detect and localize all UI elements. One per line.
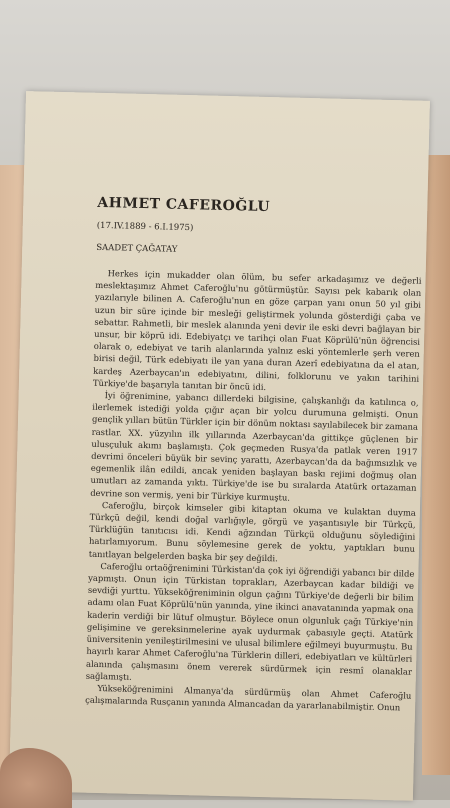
document-page — [9, 91, 430, 801]
paragraph: Caferoğlu ortaöğrenimini Türkistan'da çok iyi öğrendiği yabancı bir dilde yapmıştı. Onun için Türkistan toprakları, Azerbaycan kadar bildiği ve sevdiği yurttu. Yükseköğreniminin olgun çağını Türkiye'de değerli bir bilim adamı olan Fuat Köprülü'nün yanında, yine ikinci anavatanında yapmak ona kaderin verdiği bir lütuf olmuştur. Böylece onun olgunluk çağı Türkiye'nin gelişimine ve gereksinmelerine ayak uydurmak çabasıyle geçti. Atatürk üniversitenin yenileştirilmesini ve ulusal bilimlere eğilmeyi buyurmuştu. Bu hayırlı karar Ahmet Caferoğlu'na Türklerin dilleri, edebiyatları ve kültürleri alanında çalışmasını önem vererek sürdürmek için resmî olanaklar sağlamıştı. — [85, 560, 415, 682]
paragraph: Herkes için mukadder olan ölüm, bu sefer arkadaşımız ve değerli meslektaşımız Ahmet Caferoğlu'nu götürmüştür. Sayısı pek kabarık olan yazılarıyle bilinen A. Caferoğlu'nun en göze çarpan yanı onun 50 yıl gibi uzun bir süre içinde bir mesleği geliştirmek yolunda gösterdiği çaba ve sebattır. Rahmetli, bir meslek alanında yeni devir ile eski devri bağlayan bir unsur, bir köprü idi. Edebiyatçı ve tarihçi olan Fuat Köprülü'nün öğrencisi olarak o, edebiyat ve tarih alanlarında yalnız eski yöntemlerle şerh veren birisi değil, Türk edebiyatı ile yan yana duran Azerî edebiyatına da el atan, kardeş Azerbaycan'ın edebiyatını, dilini, folklorunu ve yakın tarihini Türkiye'de başarıyla tanıtan bir öncü idi. — [92, 268, 422, 392]
page-content — [85, 195, 423, 714]
article-title: AHMET CAFEROĞLU — [97, 194, 271, 216]
paragraph: İyi öğrenimine, yabancı dillerdeki bilgisine, çalışkanlığı da katılınca o, ilerlemek istediği yolda çığır açan bir yolcu durumuna gelmişti. Onun gençlik yılları bütün Türkler için bir dönüm noktası sayılabilecek bir zamana rastlar. XX. yüzyılın ilk yıllarında Azerbaycan'da gittikçe güçlenen bir ulusçuluk akımı başlamıştı. Çok geçmeden Rusya'da patlak veren 1917 devrimi önceleri büyük bir sevinç yarattı, Azerbaycan'da da bağımsızlık ve egemenlik ilân edildi, ancak yeniden başlayan baskı rejimi doğmuş olan umutları az zamanda yıktı. Türkiye'de ise bu sıralarda Atatürk ortazaman devrine son vermiş, yeni bir Türkiye kurmuştu. — [90, 390, 419, 503]
article-body — [85, 267, 422, 714]
paragraph: Yükseköğrenimini Almanya'da sürdürmüş olan Ahmet Caferoğlu çalışmalarında Rusçanın yanında Almancadan da yararlanabilmiştir. Onun — [85, 682, 412, 713]
paragraph: Caferoğlu, birçok kimseler gibi kitaptan okuma ve kulaktan duyma Türkçü değil, kendi doğal varlığıyle, görgü ve yaşantısıyle bir Türkçü, Türklüğün tanıtıcısı idi. Kendi ağzından Türkçü olduğunu söylediğini hatırlamıyorum. Bunu söylemesine gerek de yoktu, yaptıkları bunu tanıtlayan belgelerden başka bir şey değildi. — [88, 499, 417, 564]
author-name: SAADET ÇAĞATAY — [96, 242, 178, 255]
life-dates: (17.IV.1889 - 6.I.1975) — [96, 220, 194, 234]
